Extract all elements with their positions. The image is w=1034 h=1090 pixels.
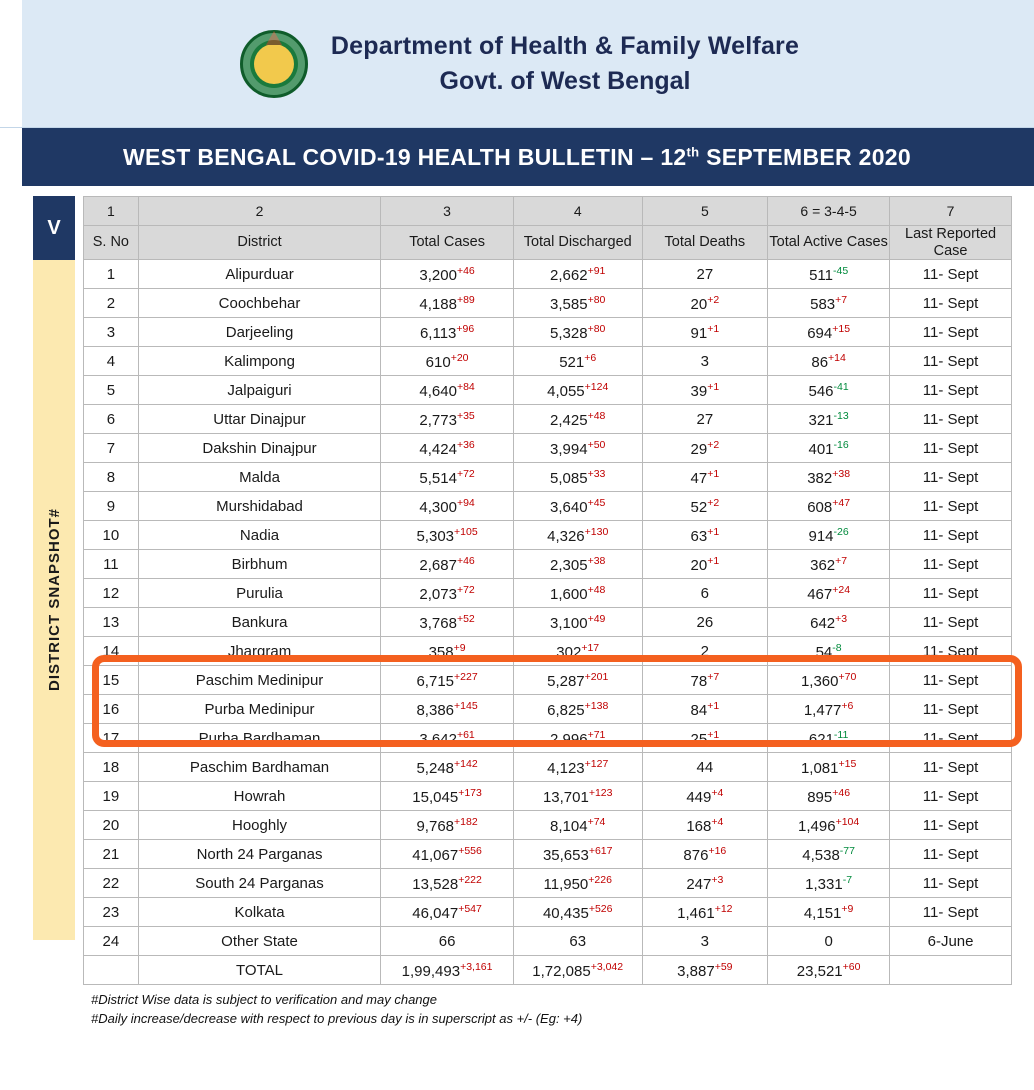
cell-district: South 24 Parganas (138, 869, 381, 898)
cell-district: Murshidabad (138, 492, 381, 521)
cell-total-cases: $5,303^{+105}$ (381, 521, 514, 550)
header-titles (331, 32, 799, 96)
table-row (84, 724, 1012, 753)
cell-last-reported: 6-June (890, 927, 1012, 956)
cell-total-active: $4,151^{+9}$ (768, 898, 890, 927)
cell-sno: 20 (84, 811, 139, 840)
table-row (84, 289, 1012, 318)
cell-total-active: $4,538^{-77}$ (768, 840, 890, 869)
cell-total-discharged: $5,085^{+33}$ (513, 463, 642, 492)
colnum-7: 7 (890, 197, 1012, 226)
footnote-2: #Daily increase/decrease with respect to previous day is in superscript as +/- (Eg: +4) (91, 1011, 583, 1027)
cell-total-deaths: 3 (642, 927, 768, 956)
table-row (84, 260, 1012, 289)
cell-total-active: $1,477^{+6}$ (768, 695, 890, 724)
cell-total-active: $1,081^{+15}$ (768, 753, 890, 782)
cell-sno: 19 (84, 782, 139, 811)
header-total-deaths: Total Deaths (642, 226, 768, 260)
table-header-row (84, 226, 1012, 260)
cell-sno: 12 (84, 579, 139, 608)
cell-total-active: $642^{+3}$ (768, 608, 890, 637)
cell-total-discharged: $35,653^{+617}$ (513, 840, 642, 869)
cell-district: Other State (138, 927, 381, 956)
cell-total-active: $546^{-41}$ (768, 376, 890, 405)
table-row (84, 463, 1012, 492)
cell-total-deaths: 2 (642, 637, 768, 666)
cell-sno: 16 (84, 695, 139, 724)
column-number-row (84, 197, 1012, 226)
cell-total-discharged: 63 (513, 927, 642, 956)
table-row (84, 434, 1012, 463)
cell-total-deaths: $91^{+1}$ (642, 318, 768, 347)
cell-total-deaths: $52^{+2}$ (642, 492, 768, 521)
cell-total-cases: $41,067^{+556}$ (381, 840, 514, 869)
cell-total-active: $914^{-26}$ (768, 521, 890, 550)
cell-last-reported: 11- Sept (890, 463, 1012, 492)
cell-total-cases: $4,424^{+36}$ (381, 434, 514, 463)
colnum-2: 2 (138, 197, 381, 226)
cell-district: Birbhum (138, 550, 381, 579)
table-row (84, 608, 1012, 637)
cell-total-active: $1,331^{-7}$ (768, 869, 890, 898)
cell-sno: 1 (84, 260, 139, 289)
cell-district: Purba Medinipur (138, 695, 381, 724)
table-total-row (84, 956, 1012, 985)
section-vertical-title-text: DISTRICT SNAPSHOT# (45, 508, 63, 692)
cell-total-discharged: $13,701^{+123}$ (513, 782, 642, 811)
cell-total-discharged: $2,996^{+71}$ (513, 724, 642, 753)
cell-total-deaths: $1,461^{+12}$ (642, 898, 768, 927)
cell-total-cases: $5,248^{+142}$ (381, 753, 514, 782)
cell-total-discharged: $4,055^{+124}$ (513, 376, 642, 405)
cell-total-discharged: $2,305^{+38}$ (513, 550, 642, 579)
cell-total-discharged: $5,328^{+80}$ (513, 318, 642, 347)
header-sno: S. No (84, 226, 139, 260)
cell-total-active: $382^{+38}$ (768, 463, 890, 492)
cell-total-active: $621^{-11}$ (768, 724, 890, 753)
cell-total-cases: $610^{+20}$ (381, 347, 514, 376)
bulletin-bar-left-margin (0, 128, 22, 186)
cell-total-cases: $3,642^{+61}$ (381, 724, 514, 753)
cell-last-reported: 11- Sept (890, 405, 1012, 434)
header-last-reported: Last Reported Case (890, 226, 1012, 260)
cell-district: Bankura (138, 608, 381, 637)
cell-total-deaths: $84^{+1}$ (642, 695, 768, 724)
cell-total-active: $321^{-13}$ (768, 405, 890, 434)
colnum-5: 5 (642, 197, 768, 226)
table-row (84, 550, 1012, 579)
cell-total-active: $694^{+15}$ (768, 318, 890, 347)
bulletin-title-main: WEST BENGAL COVID-19 HEALTH BULLETIN – 12 (123, 143, 687, 170)
cell-last-reported: 11- Sept (890, 492, 1012, 521)
colnum-3: 3 (381, 197, 514, 226)
cell-total-cases: $6,113^{+96}$ (381, 318, 514, 347)
cell-last-reported: 11- Sept (890, 376, 1012, 405)
table-row (84, 869, 1012, 898)
cell-last-reported: 11- Sept (890, 840, 1012, 869)
cell-district: Nadia (138, 521, 381, 550)
total-label: TOTAL (138, 956, 381, 985)
cell-total-deaths: 26 (642, 608, 768, 637)
cell-sno: 17 (84, 724, 139, 753)
cell-total-cases: $13,528^{+222}$ (381, 869, 514, 898)
cell-total-cases: $5,514^{+72}$ (381, 463, 514, 492)
cell-total-deaths: $247^{+3}$ (642, 869, 768, 898)
header-total-discharged: Total Discharged (513, 226, 642, 260)
cell-total-deaths: $29^{+2}$ (642, 434, 768, 463)
cell-district: Darjeeling (138, 318, 381, 347)
cell-sno: 2 (84, 289, 139, 318)
cell-total-deaths: $47^{+1}$ (642, 463, 768, 492)
cell-total-cases: $2,687^{+46}$ (381, 550, 514, 579)
cell-sno: 24 (84, 927, 139, 956)
table-row (84, 811, 1012, 840)
colnum-1: 1 (84, 197, 139, 226)
cell-last-reported: 11- Sept (890, 898, 1012, 927)
cell-sno: 15 (84, 666, 139, 695)
cell-last-reported: 11- Sept (890, 782, 1012, 811)
cell-district: Purba Bardhaman (138, 724, 381, 753)
cell-total-discharged: $3,640^{+45}$ (513, 492, 642, 521)
cell-total-cases: $6,715^{+227}$ (381, 666, 514, 695)
cell-total-discharged: $6,825^{+138}$ (513, 695, 642, 724)
west-bengal-govt-emblem-icon (235, 20, 313, 108)
cell-total-deaths: $25^{+1}$ (642, 724, 768, 753)
table-row (84, 521, 1012, 550)
cell-district: Hooghly (138, 811, 381, 840)
table-row (84, 376, 1012, 405)
cell-last-reported: 11- Sept (890, 347, 1012, 376)
header-district: District (138, 226, 381, 260)
section-number-badge: V (33, 196, 75, 260)
cell-last-reported: 11- Sept (890, 550, 1012, 579)
cell-district: Coochbehar (138, 289, 381, 318)
section-vertical-title (33, 260, 75, 940)
table-row (84, 782, 1012, 811)
cell-total-discharged: $8,104^{+74}$ (513, 811, 642, 840)
cell-total-active: $511^{-45}$ (768, 260, 890, 289)
cell-district: Paschim Bardhaman (138, 753, 381, 782)
cell-last-reported: 11- Sept (890, 521, 1012, 550)
cell-last-reported: 11- Sept (890, 666, 1012, 695)
table-row (84, 405, 1012, 434)
cell-total-discharged: $4,326^{+130}$ (513, 521, 642, 550)
cell-sno: 14 (84, 637, 139, 666)
cell-sno: 5 (84, 376, 139, 405)
cell-district: North 24 Parganas (138, 840, 381, 869)
cell-sno: 23 (84, 898, 139, 927)
cell-total-active: $467^{+24}$ (768, 579, 890, 608)
cell-total-discharged: $3,100^{+49}$ (513, 608, 642, 637)
cell-total-deaths: $876^{+16}$ (642, 840, 768, 869)
cell-sno: 11 (84, 550, 139, 579)
cell-total-deaths: 27 (642, 260, 768, 289)
cell-total-deaths: $449^{+4}$ (642, 782, 768, 811)
cell-sno: 9 (84, 492, 139, 521)
cell-last-reported: 11- Sept (890, 579, 1012, 608)
table-row (84, 637, 1012, 666)
cell-total-deaths: 6 (642, 579, 768, 608)
table-row (84, 666, 1012, 695)
header-total-active: Total Active Cases (768, 226, 890, 260)
section-side-label (33, 196, 75, 1029)
government-title: Govt. of West Bengal (439, 66, 691, 95)
district-snapshot-table (83, 196, 1012, 985)
header-left-margin (0, 0, 22, 127)
total-sno-cell (84, 956, 139, 985)
cell-total-deaths: $20^{+1}$ (642, 550, 768, 579)
cell-last-reported: 11- Sept (890, 724, 1012, 753)
cell-last-reported: 11- Sept (890, 260, 1012, 289)
cell-last-reported: 11- Sept (890, 811, 1012, 840)
district-snapshot-table-area (83, 196, 1012, 1029)
cell-total-discharged: $2,662^{+91}$ (513, 260, 642, 289)
cell-total-deaths: $78^{+7}$ (642, 666, 768, 695)
cell-total-discharged: $3,994^{+50}$ (513, 434, 642, 463)
cell-total-active: $54^{-8}$ (768, 637, 890, 666)
cell-district: Uttar Dinajpur (138, 405, 381, 434)
cell-last-reported: 11- Sept (890, 753, 1012, 782)
cell-sno: 21 (84, 840, 139, 869)
cell-total-cases: $2,773^{+35}$ (381, 405, 514, 434)
cell-last-reported: 11- Sept (890, 608, 1012, 637)
cell-total-deaths: 3 (642, 347, 768, 376)
cell-total-deaths: $168^{+4}$ (642, 811, 768, 840)
table-row (84, 695, 1012, 724)
cell-total-discharged: $40,435^{+526}$ (513, 898, 642, 927)
cell-total-discharged: $1,600^{+48}$ (513, 579, 642, 608)
total-discharged: $1,72,085^{+3,042}$ (513, 956, 642, 985)
page-header (0, 0, 1034, 128)
colnum-6: 6 = 3-4-5 (768, 197, 890, 226)
cell-total-deaths: 27 (642, 405, 768, 434)
cell-total-active: $401^{-16}$ (768, 434, 890, 463)
cell-total-cases: $3,200^{+46}$ (381, 260, 514, 289)
bulletin-title (123, 144, 911, 171)
table-row (84, 492, 1012, 521)
department-title: Department of Health & Family Welfare (330, 31, 800, 60)
cell-sno: 3 (84, 318, 139, 347)
cell-total-cases: $4,640^{+84}$ (381, 376, 514, 405)
cell-total-cases: $15,045^{+173}$ (381, 782, 514, 811)
cell-district: Purulia (138, 579, 381, 608)
cell-total-active: $1,496^{+104}$ (768, 811, 890, 840)
cell-total-deaths: $39^{+1}$ (642, 376, 768, 405)
cell-district: Jalpaiguri (138, 376, 381, 405)
cell-total-deaths: $63^{+1}$ (642, 521, 768, 550)
table-row (84, 753, 1012, 782)
cell-total-deaths: 44 (642, 753, 768, 782)
cell-total-discharged: $4,123^{+127}$ (513, 753, 642, 782)
cell-district: Alipurduar (138, 260, 381, 289)
cell-district: Jhargram (138, 637, 381, 666)
cell-sno: 6 (84, 405, 139, 434)
cell-total-active: $362^{+7}$ (768, 550, 890, 579)
cell-last-reported: 11- Sept (890, 695, 1012, 724)
cell-sno: 18 (84, 753, 139, 782)
cell-district: Kalimpong (138, 347, 381, 376)
cell-sno: 8 (84, 463, 139, 492)
cell-total-cases: $8,386^{+145}$ (381, 695, 514, 724)
cell-total-discharged: $521^{+6}$ (513, 347, 642, 376)
cell-district: Paschim Medinipur (138, 666, 381, 695)
table-row (84, 579, 1012, 608)
cell-total-cases: $9,768^{+182}$ (381, 811, 514, 840)
table-row (84, 347, 1012, 376)
cell-total-active: $608^{+47}$ (768, 492, 890, 521)
cell-total-cases: $3,768^{+52}$ (381, 608, 514, 637)
bulletin-title-ordinal: th (686, 143, 700, 159)
cell-total-cases: $2,073^{+72}$ (381, 579, 514, 608)
cell-sno: 7 (84, 434, 139, 463)
cell-last-reported: 11- Sept (890, 869, 1012, 898)
total-last-reported (890, 956, 1012, 985)
cell-total-cases: 66 (381, 927, 514, 956)
cell-total-active: $1,360^{+70}$ (768, 666, 890, 695)
bulletin-title-bar (0, 128, 1034, 186)
header-total-cases: Total Cases (381, 226, 514, 260)
footnote-1: #District Wise data is subject to verification and may change (91, 992, 437, 1008)
cell-total-active: $583^{+7}$ (768, 289, 890, 318)
table-row (84, 898, 1012, 927)
cell-total-discharged: $3,585^{+80}$ (513, 289, 642, 318)
cell-last-reported: 11- Sept (890, 289, 1012, 318)
cell-total-cases: $4,300^{+94}$ (381, 492, 514, 521)
cell-total-deaths: $20^{+2}$ (642, 289, 768, 318)
total-cases: $1,99,493^{+3,161}$ (381, 956, 514, 985)
table-row (84, 840, 1012, 869)
cell-district: Kolkata (138, 898, 381, 927)
cell-last-reported: 11- Sept (890, 434, 1012, 463)
cell-last-reported: 11- Sept (890, 318, 1012, 347)
cell-total-discharged: $5,287^{+201}$ (513, 666, 642, 695)
cell-total-active: $86^{+14}$ (768, 347, 890, 376)
table-row (84, 927, 1012, 956)
cell-total-cases: $358^{+9}$ (381, 637, 514, 666)
cell-total-discharged: $302^{+17}$ (513, 637, 642, 666)
table-row (84, 318, 1012, 347)
bulletin-body (0, 186, 1034, 1029)
table-footnotes (83, 991, 1012, 1029)
cell-district: Howrah (138, 782, 381, 811)
cell-total-active: $895^{+46}$ (768, 782, 890, 811)
cell-total-cases: $4,188^{+89}$ (381, 289, 514, 318)
table-body (84, 260, 1012, 956)
cell-sno: 4 (84, 347, 139, 376)
total-active: $23,521^{+60}$ (768, 956, 890, 985)
cell-sno: 13 (84, 608, 139, 637)
cell-sno: 22 (84, 869, 139, 898)
bulletin-title-tail: SEPTEMBER 2020 (699, 143, 911, 170)
cell-district: Dakshin Dinajpur (138, 434, 381, 463)
total-deaths: $3,887^{+59}$ (642, 956, 768, 985)
cell-total-discharged: $11,950^{+226}$ (513, 869, 642, 898)
cell-total-cases: $46,047^{+547}$ (381, 898, 514, 927)
colnum-4: 4 (513, 197, 642, 226)
cell-last-reported: 11- Sept (890, 637, 1012, 666)
cell-district: Malda (138, 463, 381, 492)
cell-sno: 10 (84, 521, 139, 550)
cell-total-active: 0 (768, 927, 890, 956)
cell-total-discharged: $2,425^{+48}$ (513, 405, 642, 434)
